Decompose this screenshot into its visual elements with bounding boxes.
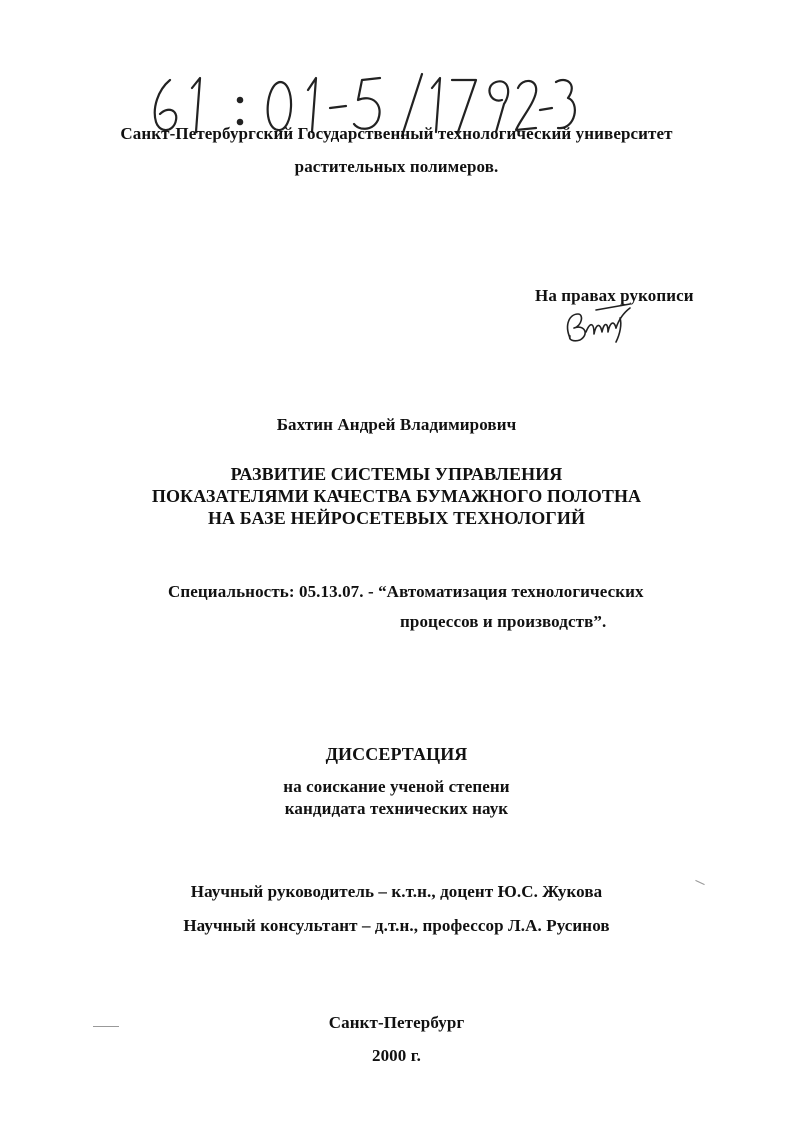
author-signature — [560, 300, 635, 345]
city: Санкт-Петербург — [328, 1013, 465, 1032]
year: 2000 г. — [371, 1046, 421, 1065]
institution-line-2: растительных полимеров. — [294, 157, 499, 176]
dissertation-title-line-3: НА БАЗЕ НЕЙРОСЕТЕВЫХ ТЕХНОЛОГИЙ — [207, 508, 586, 528]
specialty-line-2: процессов и производств”. — [400, 612, 607, 631]
scan-speck — [93, 1026, 119, 1027]
document-type-heading: ДИССЕРТАЦИЯ — [325, 744, 468, 764]
scientific-advisor: Научный руководитель – к.т.н., доцент Ю.С. Жукова — [190, 882, 603, 901]
degree-line-1: на соискание ученой степени — [283, 777, 510, 796]
scientific-consultant: Научный консультант – д.т.н., профессор Л.А. Русинов — [183, 916, 610, 935]
manuscript-rights-note: На правах рукописи — [535, 286, 694, 305]
institution-line-1: Санкт-Петербургский Государственный технологический университет — [120, 124, 673, 143]
author-name: Бахтин Андрей Владимирович — [276, 415, 517, 434]
dissertation-title-line-1: РАЗВИТИЕ СИСТЕМЫ УПРАВЛЕНИЯ — [230, 464, 563, 484]
degree-line-2: кандидата технических наук — [284, 799, 509, 818]
specialty-line-1: Специальность: 05.13.07. - “Автоматизация технологических — [168, 582, 644, 601]
dissertation-title-line-2: ПОКАЗАТЕЛЯМИ КАЧЕСТВА БУМАЖНОГО ПОЛОТНА — [151, 486, 642, 506]
